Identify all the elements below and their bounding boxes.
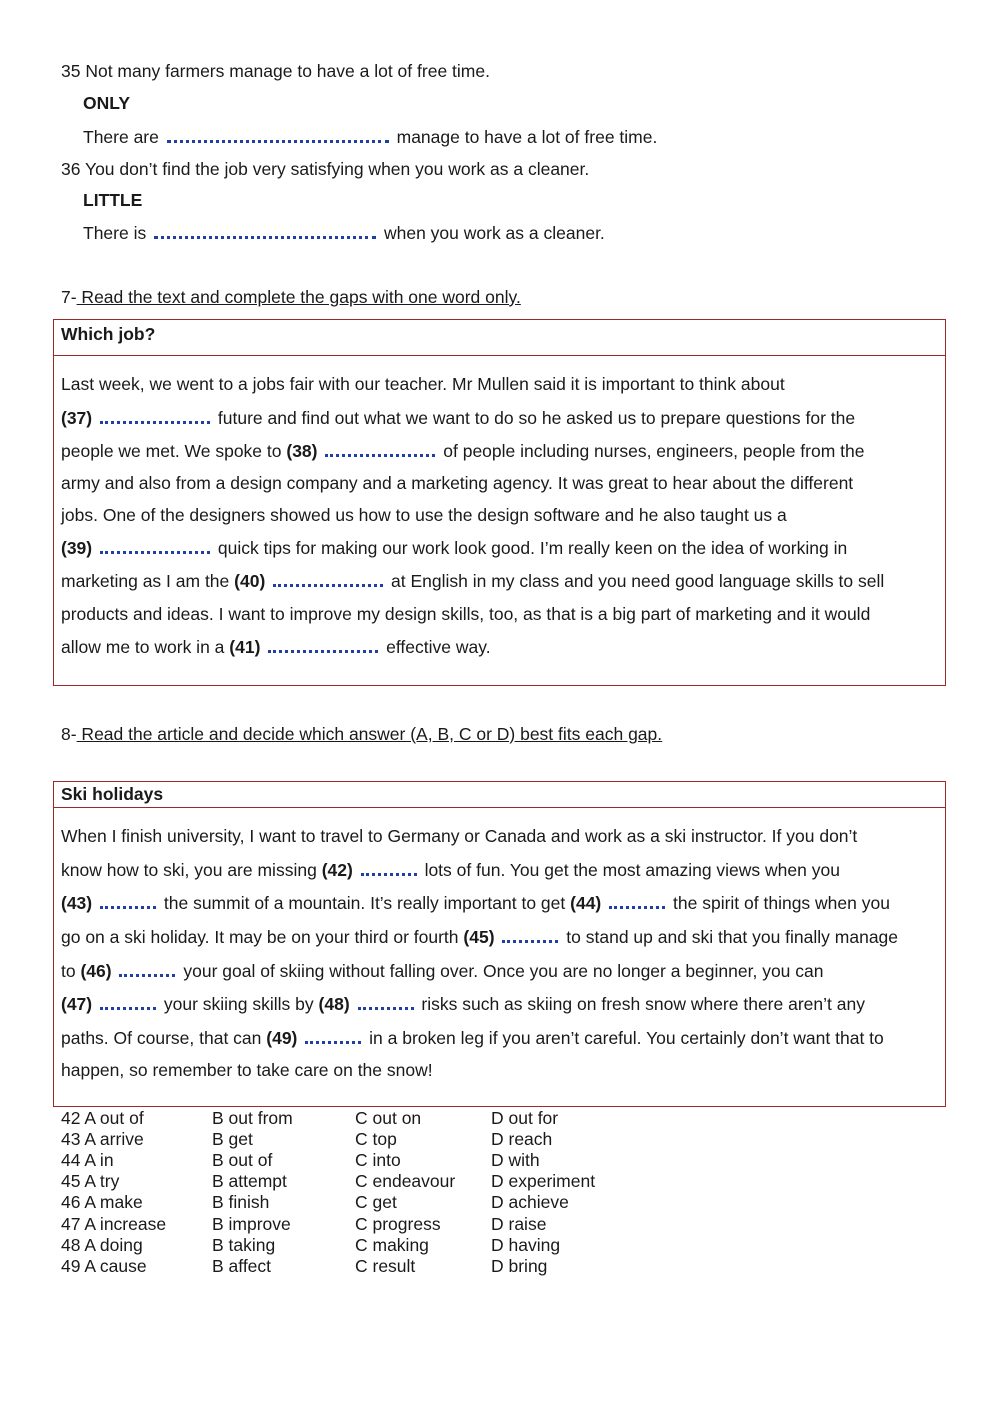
gap-49[interactable] (305, 1027, 361, 1044)
option-42-d[interactable]: D out for (491, 1108, 559, 1128)
q36-before: There is (83, 223, 147, 243)
s8-line-6 (61, 993, 865, 1015)
ski-holidays-title: Ski holidays (54, 782, 945, 808)
gap-37[interactable] (100, 407, 210, 424)
gap-48[interactable] (358, 993, 414, 1010)
s8-line-2-a: know how to ski, you are missing (61, 860, 317, 880)
option-48-a[interactable]: 48 A doing (61, 1235, 143, 1255)
section8-heading (61, 724, 662, 745)
q36-prompt: 36 You don’t find the job very satisfying when you work as a cleaner. (61, 159, 590, 179)
s7-line-2-text: future and find out what we want to do so he asked us to prepare questions for the (217, 408, 856, 428)
q35-keyword: ONLY (83, 93, 131, 113)
s7-line-5: jobs. One of the designers showed us how to use the design software and he also taught us a (61, 505, 787, 525)
option-row-49 (61, 1256, 661, 1278)
s7-line-4: army and also from a design company and a marketing agency. It was great to hear about the different (61, 473, 854, 493)
option-42-a[interactable]: 42 A out of (61, 1108, 144, 1128)
s8-line-3-b: the spirit of things when you (673, 893, 890, 913)
q35-before: There are (83, 127, 159, 147)
gap-45[interactable] (502, 926, 558, 943)
option-row-46 (61, 1192, 661, 1214)
option-row-48 (61, 1235, 661, 1257)
gap-41[interactable] (268, 636, 378, 653)
s8-line-3-a: the summit of a mountain. It’s really important to get (163, 893, 566, 913)
gap-37-label: (37) (61, 408, 93, 428)
s8-line-4 (61, 926, 898, 948)
gap-48-label: (48) (318, 994, 350, 1014)
s8-line-4-b: to stand up and ski that you finally manage (566, 927, 899, 947)
which-job-title: Which job? (54, 320, 945, 356)
gap-38-label: (38) (286, 441, 318, 461)
gap-44[interactable] (609, 892, 665, 909)
s8-line-7-a: paths. Of course, that can (61, 1028, 262, 1048)
section7-number: 7- (61, 287, 77, 307)
section7-instruction: Read the text and complete the gaps with one word only. (76, 287, 521, 307)
gap-45-label: (45) (463, 927, 495, 947)
s8-line-7-b: in a broken leg if you aren’t careful. You certainly don’t want that to (369, 1028, 884, 1048)
gap-44-label: (44) (570, 893, 602, 913)
option-47-b[interactable]: B improve (212, 1214, 291, 1234)
option-46-b[interactable]: B finish (212, 1192, 270, 1212)
option-46-d[interactable]: D achieve (491, 1192, 569, 1212)
q36-answer-gap[interactable] (154, 222, 376, 239)
s7-line-8: products and ideas. I want to improve my design skills, too, as that is a big part of marketing and it would (61, 604, 871, 624)
option-47-a[interactable]: 47 A increase (61, 1214, 167, 1234)
s8-line-1: When I finish university, I want to travel to Germany or Canada and work as a ski instructor. If you don’t (61, 826, 858, 846)
gap-40[interactable] (273, 570, 383, 587)
s7-line-6 (61, 537, 847, 559)
q36-answer-line (83, 222, 605, 244)
section8-number: 8- (61, 724, 77, 744)
s7-line-9-b: effective way. (386, 637, 491, 657)
option-44-b[interactable]: B out of (212, 1150, 273, 1170)
q36-keyword: LITTLE (83, 190, 143, 210)
s7-line-3-b: of people including nurses, engineers, people from the (443, 441, 865, 461)
gap-47[interactable] (100, 993, 156, 1010)
option-43-a[interactable]: 43 A arrive (61, 1129, 144, 1149)
gap-43[interactable] (100, 892, 156, 909)
s8-line-7 (61, 1027, 884, 1049)
s7-line-7-a: marketing as I am the (61, 571, 230, 591)
option-49-c[interactable]: C result (355, 1256, 416, 1276)
s8-line-5-b: your goal of skiing without falling over. Once you are no longer a beginner, you can (183, 961, 824, 981)
option-48-d[interactable]: D having (491, 1235, 561, 1255)
gap-47-label: (47) (61, 994, 93, 1014)
option-42-c[interactable]: C out on (355, 1108, 422, 1128)
s7-line-9-a: allow me to work in a (61, 637, 225, 657)
option-45-a[interactable]: 45 A try (61, 1171, 120, 1191)
s8-line-6-a: your skiing skills by (163, 994, 314, 1014)
option-42-b[interactable]: B out from (212, 1108, 293, 1128)
s8-line-5-a: to (61, 961, 76, 981)
q36-after: when you work as a cleaner. (383, 223, 605, 243)
ski-holidays-box (53, 781, 946, 1107)
gap-41-label: (41) (229, 637, 261, 657)
s8-line-8: happen, so remember to take care on the snow! (61, 1060, 433, 1080)
option-44-c[interactable]: C into (355, 1150, 401, 1170)
section8-instruction: Read the article and decide which answer (A, B, C or D) best fits each gap. (76, 724, 663, 744)
gap-42-label: (42) (321, 860, 353, 880)
gap-39-label: (39) (61, 538, 93, 558)
option-44-a[interactable]: 44 A in (61, 1150, 114, 1170)
option-47-d[interactable]: D raise (491, 1214, 547, 1234)
option-49-b[interactable]: B affect (212, 1256, 272, 1276)
q35-answer-gap[interactable] (167, 126, 389, 143)
option-45-c[interactable]: C endeavour (355, 1171, 456, 1191)
which-job-box (53, 319, 946, 686)
gap-38[interactable] (325, 440, 435, 457)
option-43-c[interactable]: C top (355, 1129, 397, 1149)
option-row-42 (61, 1108, 661, 1130)
q35-prompt: 35 Not many farmers manage to have a lot of free time. (61, 61, 490, 81)
gap-49-label: (49) (266, 1028, 298, 1048)
s8-line-6-b: risks such as skiing on fresh snow where there aren’t any (421, 994, 865, 1014)
s7-line-1: Last week, we went to a jobs fair with our teacher. Mr Mullen said it is important to think about (61, 374, 785, 394)
option-row-44 (61, 1150, 661, 1172)
s7-line-2 (61, 407, 855, 429)
gap-42[interactable] (361, 859, 417, 876)
gap-46[interactable] (119, 960, 175, 977)
option-45-b[interactable]: B attempt (212, 1171, 287, 1191)
s7-line-7 (61, 570, 884, 592)
section7-heading (61, 287, 521, 308)
q35-after: manage to have a lot of free time. (396, 127, 658, 147)
gap-43-label: (43) (61, 893, 93, 913)
option-46-a[interactable]: 46 A make (61, 1192, 143, 1212)
option-48-c[interactable]: C making (355, 1235, 429, 1255)
gap-39[interactable] (100, 537, 210, 554)
s7-line-9 (61, 636, 491, 658)
option-row-47 (61, 1214, 661, 1236)
option-row-45 (61, 1171, 661, 1193)
option-44-d[interactable]: D with (491, 1150, 540, 1170)
s8-line-2 (61, 859, 840, 881)
option-row-43 (61, 1129, 661, 1151)
s8-line-5 (61, 960, 824, 982)
q35-answer-line (83, 126, 657, 148)
option-45-d[interactable]: D experiment (491, 1171, 596, 1191)
option-43-d[interactable]: D reach (491, 1129, 553, 1149)
s8-line-4-a: go on a ski holiday. It may be on your third or fourth (61, 927, 459, 947)
option-43-b[interactable]: B get (212, 1129, 253, 1149)
s7-line-3-a: people we met. We spoke to (61, 441, 282, 461)
gap-40-label: (40) (234, 571, 266, 591)
option-48-b[interactable]: B taking (212, 1235, 276, 1255)
gap-46-label: (46) (80, 961, 112, 981)
s7-line-6-text: quick tips for making our work look good. I’m really keen on the idea of working in (217, 538, 848, 558)
option-49-a[interactable]: 49 A cause (61, 1256, 147, 1276)
option-47-c[interactable]: C progress (355, 1214, 441, 1234)
s8-line-2-b: lots of fun. You get the most amazing views when you (424, 860, 840, 880)
option-46-c[interactable]: C get (355, 1192, 397, 1212)
s8-line-3 (61, 892, 890, 914)
option-49-d[interactable]: D bring (491, 1256, 548, 1276)
s7-line-3 (61, 440, 865, 462)
s7-line-7-b: at English in my class and you need good language skills to sell (391, 571, 885, 591)
